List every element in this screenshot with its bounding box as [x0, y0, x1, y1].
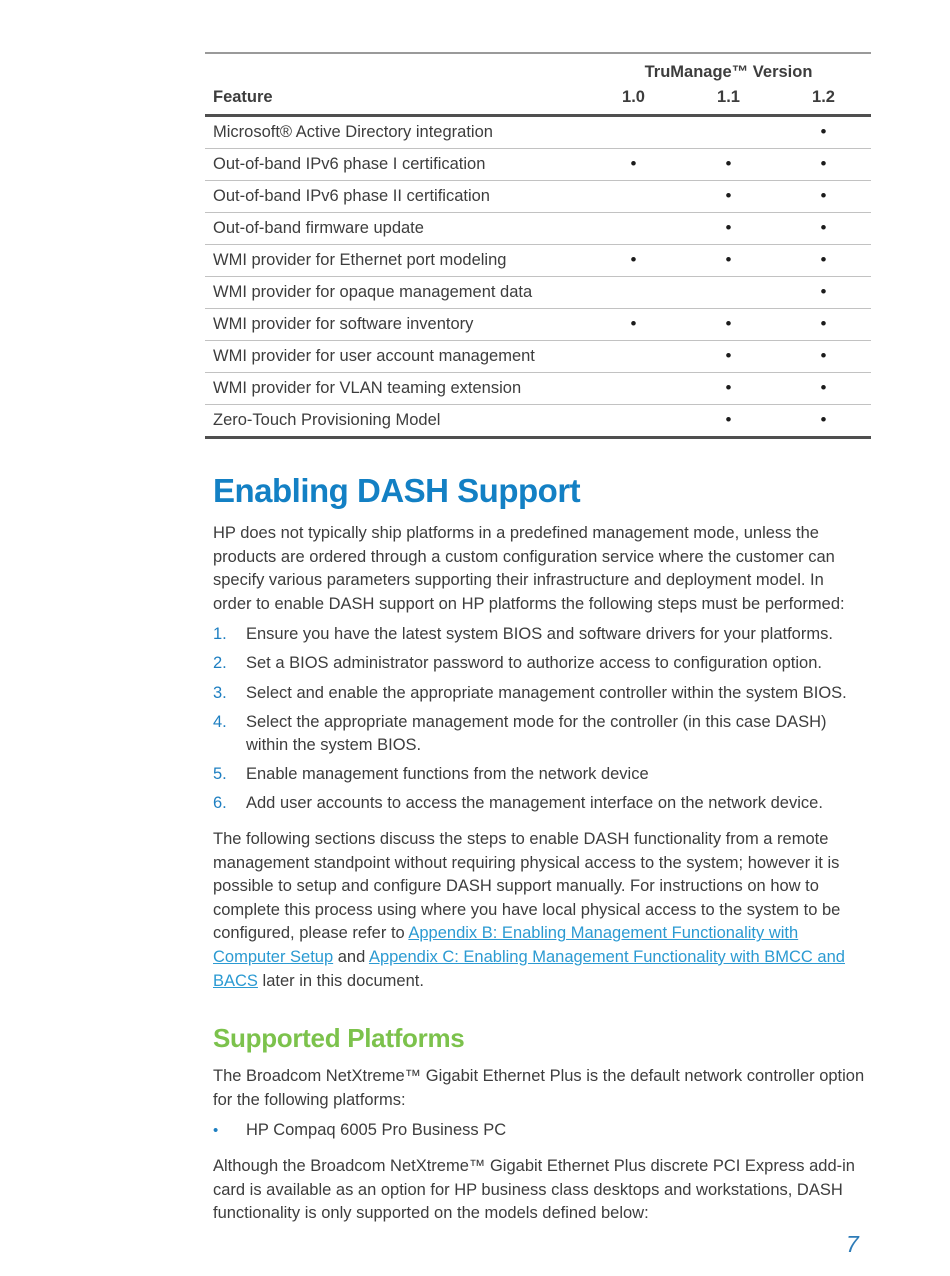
support-dot: •	[681, 373, 776, 405]
step-text: Ensure you have the latest system BIOS and software drivers for your platforms.	[246, 625, 833, 644]
support-dot	[586, 405, 681, 438]
support-dot: •	[586, 309, 681, 341]
support-dot	[586, 373, 681, 405]
support-dot: •	[586, 245, 681, 277]
enabling-dash-heading: Enabling DASH Support	[213, 472, 581, 509]
step-item	[213, 711, 865, 758]
platform-name: HP Compaq 6005 Pro Business PC	[246, 1121, 507, 1140]
table-row	[205, 373, 871, 405]
table-row	[205, 405, 871, 438]
support-dot: •	[776, 309, 871, 341]
step-number: 4.	[213, 712, 227, 731]
step-item	[213, 682, 865, 706]
step-number: 2.	[213, 654, 227, 673]
step-item	[213, 792, 865, 816]
closing-text-segment: The following sections discuss the steps to enable DASH functionality from a remote management standpoint without requiring physical access to the system; however it is possible to setup and configure DASH support manually. For instructions on how to complete this process using where you have local physical access to the system to be configured, please refer to	[213, 830, 841, 943]
feature-cell: WMI provider for VLAN teaming extension	[205, 373, 586, 405]
step-text: Select and enable the appropriate management controller within the system BIOS.	[246, 683, 847, 702]
support-dot: •	[681, 405, 776, 438]
table-row	[205, 277, 871, 309]
support-dot: •	[776, 277, 871, 309]
support-dot: •	[776, 213, 871, 245]
support-dot: •	[776, 149, 871, 181]
platform-item	[213, 1119, 865, 1143]
feature-cell: Microsoft® Active Directory integration	[205, 116, 586, 149]
support-dot: •	[776, 116, 871, 149]
version-column-header: 1.1	[681, 84, 776, 116]
platforms-list	[213, 1119, 865, 1143]
feature-cell: WMI provider for Ethernet port modeling	[205, 245, 586, 277]
support-dot	[681, 277, 776, 309]
step-item	[213, 763, 865, 787]
platforms-intro-paragraph: The Broadcom NetXtreme™ Gigabit Ethernet Plus is the default network controller option for the following platforms:	[213, 1067, 865, 1109]
table-row	[205, 245, 871, 277]
dash-closing-paragraph	[213, 828, 865, 993]
version-column-header: 1.0	[586, 84, 681, 116]
page-number: 7	[846, 1231, 859, 1257]
support-dot	[586, 213, 681, 245]
support-dot: •	[776, 341, 871, 373]
table-row	[205, 149, 871, 181]
support-dot: •	[586, 149, 681, 181]
table-header-row	[205, 84, 871, 116]
supported-platforms-heading: Supported Platforms	[213, 1023, 465, 1054]
table-row	[205, 213, 871, 245]
table-row	[205, 309, 871, 341]
platforms-outro-paragraph: Although the Broadcom NetXtreme™ Gigabit Ethernet Plus discrete PCI Express add-in card is available as an option for HP business class desktops and workstations, DASH functionality is only supported on the models defined below:	[213, 1156, 855, 1223]
feature-cell: WMI provider for opaque management data	[205, 277, 586, 309]
support-dot: •	[776, 181, 871, 213]
table-row	[205, 181, 871, 213]
feature-cell: Zero-Touch Provisioning Model	[205, 405, 586, 438]
support-dot: •	[681, 309, 776, 341]
support-dot: •	[681, 213, 776, 245]
feature-column-header: Feature	[205, 84, 586, 116]
feature-cell: Out-of-band firmware update	[205, 213, 586, 245]
support-dot: •	[681, 341, 776, 373]
feature-table	[205, 52, 871, 439]
step-number: 3.	[213, 683, 227, 702]
support-dot: •	[681, 149, 776, 181]
feature-cell: WMI provider for user account management	[205, 341, 586, 373]
step-text: Add user accounts to access the management interface on the network device.	[246, 794, 823, 813]
feature-cell: WMI provider for software inventory	[205, 309, 586, 341]
support-dot	[586, 277, 681, 309]
step-text: Set a BIOS administrator password to authorize access to configuration option.	[246, 654, 822, 673]
table-row	[205, 116, 871, 149]
appendix-b-link[interactable]: Appendix B: Enabling Management Functionality with Computer Setup	[213, 924, 799, 966]
version-column-header: 1.2	[776, 84, 871, 116]
support-dot: •	[776, 405, 871, 438]
dash-intro-paragraph: HP does not typically ship platforms in a predefined management mode, unless the products are ordered through a custom configuration service where the customer can specify various parameters supporting their infrastructure and deployment model. In order to enable DASH support on HP platforms the following steps must be performed:	[213, 524, 845, 613]
step-number: 1.	[213, 625, 227, 644]
support-dot	[586, 341, 681, 373]
support-dot	[681, 116, 776, 149]
dash-steps-list	[213, 623, 865, 816]
support-dot: •	[776, 245, 871, 277]
closing-text-segment: later in this document.	[257, 971, 424, 990]
support-dot: •	[776, 373, 871, 405]
appendix-c-link[interactable]: Appendix C: Enabling Management Functionality with BMCC and BACS	[213, 948, 845, 990]
table-group-header-row	[205, 53, 871, 84]
support-dot: •	[681, 245, 776, 277]
support-dot	[586, 116, 681, 149]
step-item	[213, 652, 865, 676]
empty-cell	[205, 53, 586, 84]
step-text: Enable management functions from the network device	[246, 765, 649, 784]
step-number: 5.	[213, 765, 227, 784]
feature-cell: Out-of-band IPv6 phase II certification	[205, 181, 586, 213]
bullet-dot: •	[213, 1122, 219, 1140]
step-number: 6.	[213, 794, 227, 813]
group-header: TruManage™ Version	[644, 63, 813, 81]
feature-cell: Out-of-band IPv6 phase I certification	[205, 149, 586, 181]
table-row	[205, 341, 871, 373]
support-dot: •	[681, 181, 776, 213]
step-text: Select the appropriate management mode for the controller (in this case DASH) within the system BIOS.	[246, 712, 827, 755]
support-dot	[586, 181, 681, 213]
step-item	[213, 623, 865, 647]
closing-text-segment: and	[333, 948, 369, 966]
